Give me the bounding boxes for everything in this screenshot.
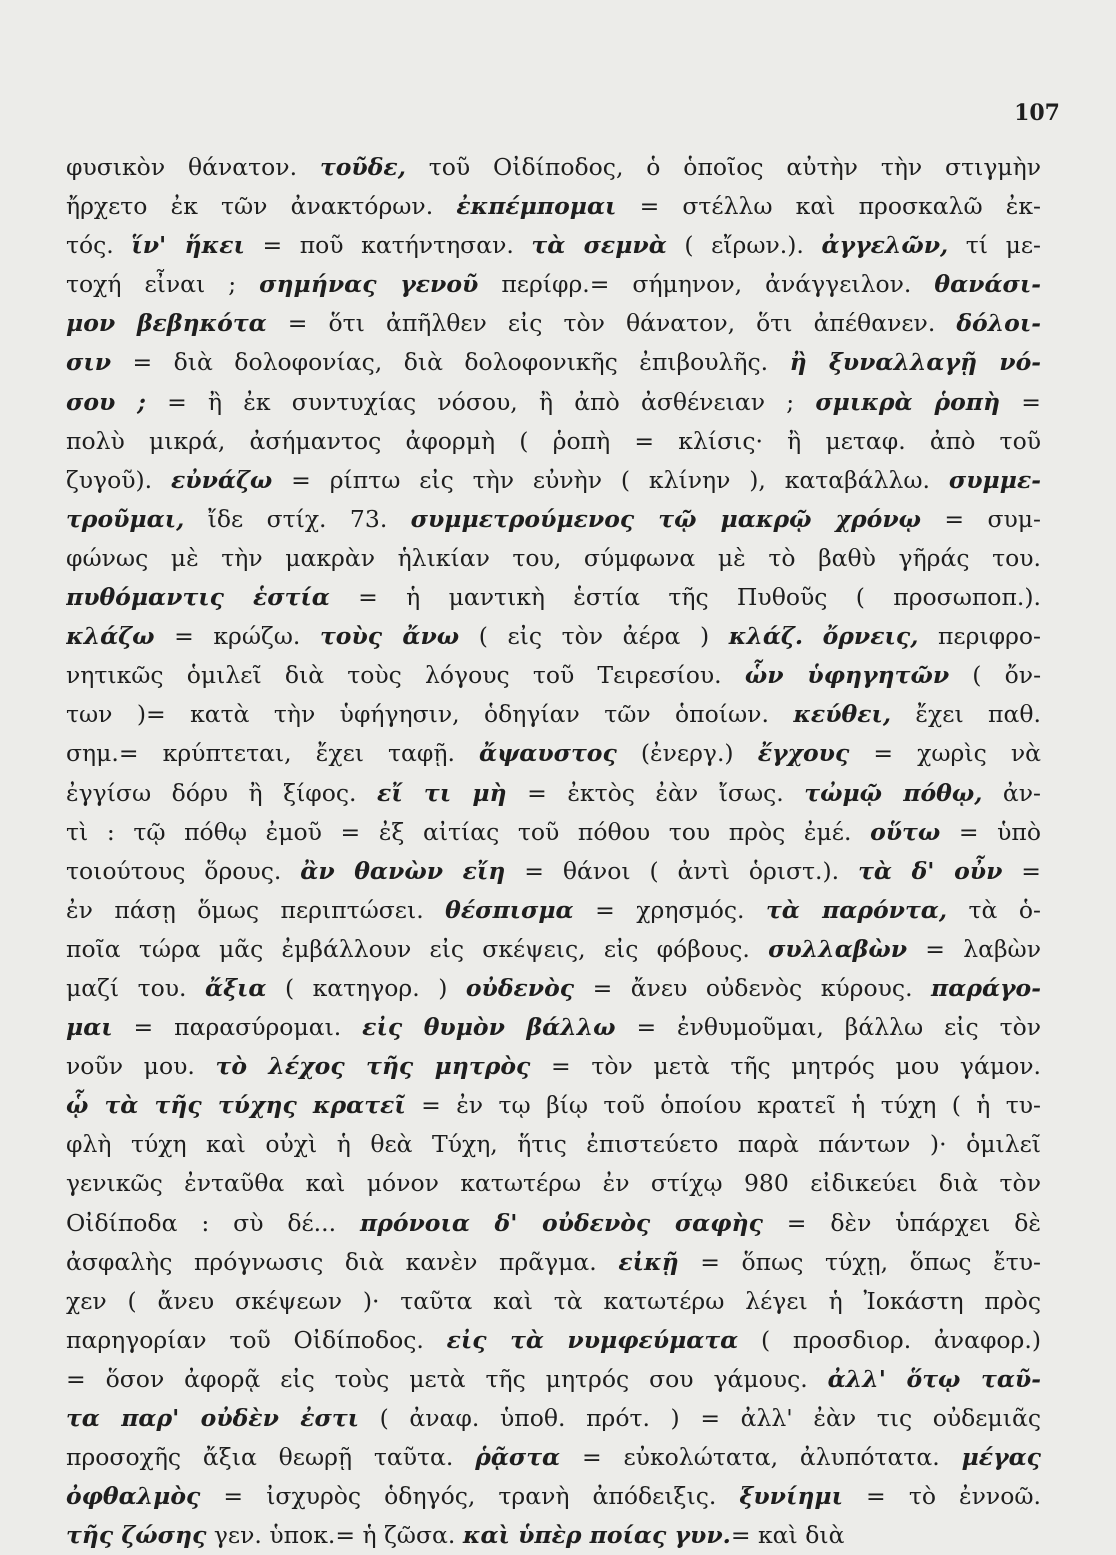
lemma-term: συλλαβὼν [768,934,908,963]
text-line [66,578,1041,617]
gloss-text: = ἐκτὸς ἐὰν ἴσως. [506,778,805,807]
text-line [66,656,1041,695]
text-line [66,1204,1041,1243]
gloss-text: προσοχῆς ἄξια θεωρῇ ταῦτα. [66,1443,476,1472]
gloss-text: = ποῦ κατήντησαν. [244,231,532,260]
text-line [66,148,1041,187]
lemma-term: τροῦμαι, [66,504,185,533]
gloss-text: = δὲν ὑπάρχει δὲ [762,1208,1041,1237]
lemma-term: συμμε- [948,465,1041,494]
text-line [66,813,1041,852]
gloss-text: ( κατηγορ. ) [266,973,466,1002]
gloss-text: γενικῶς ἐνταῦθα καὶ μόνον κατωτέρω ἐν στίχῳ 980 εἰδικεύει διὰ τὸν [66,1169,1041,1198]
lemma-term: ἀγγελῶν, [821,231,949,260]
lemma-term: πρόνοια δ' οὐδενὸς σαφὴς [360,1208,763,1237]
gloss-text: φλὴ τύχη καὶ οὐχὶ ἡ θεὰ Τύχη, ἥτις ἐπιστεύετο παρὰ πάντων )· ὁμιλεῖ [66,1130,1041,1159]
gloss-text: = εὐκολώτατα, ἀλυπότατα. [560,1443,962,1472]
gloss-text: τὶ : τῷ πόθῳ ἐμοῦ = ἐξ αἰτίας τοῦ πόθου του πρὸς ἐμέ. [66,817,871,846]
lemma-term: μαι [66,1013,113,1042]
lemma-term: τὠμῷ πόθῳ, [804,778,983,807]
lemma-term: ἔγχους [757,739,850,768]
lemma-term: ὀφθαλμὸς [66,1482,201,1511]
gloss-text: τοιούτους ὅρους. [66,856,301,885]
gloss-text: = ἄνευ οὐδενὸς κύρους. [574,973,932,1002]
lemma-term: σιν [66,348,112,377]
text-line [66,969,1041,1008]
commentary-text-block [66,148,1041,1555]
gloss-text: = ρίπτω εἰς τὴν εὐνὴν ( κλίνην ), καταβάλλω. [272,465,949,494]
lemma-term: τὸ λέχος τῆς μητρὸς [215,1052,531,1081]
text-line [66,617,1041,656]
lemma-term: ὄρνεις, [822,622,919,651]
lemma-term: θέσπισμα [445,895,574,924]
gloss-text: = κρώζω. [154,622,320,651]
gloss-text: φώνως μὲ τὴν μακρὰν ἡλικίαν του, σύμφωνα μὲ τὸ βαθὺ γῆράς του. [66,543,1041,572]
gloss-text: πολὺ μικρά, ἀσήμαντος ἀφορμὴ ( ῥοπὴ = κλίσις· ἢ μεταφ. ἀπὸ τοῦ [66,426,1041,455]
lemma-term: τὰ δ' οὖν [858,856,1003,885]
lemma-term: εὐνάζω [171,465,273,494]
gloss-text: = ὅπως τύχῃ, ὅπως ἔτυ- [678,1247,1041,1276]
text-line [66,500,1041,539]
gloss-text: ποῖα τώρα μᾶς ἐμβάλλουν εἰς σκέψεις, εἰς φόβους. [66,934,769,963]
lemma-term: ἄψαυστος [479,739,617,768]
gloss-text: φυσικὸν θάνατον. [66,153,320,181]
text-line [66,1399,1041,1438]
text-line [66,383,1041,422]
text-line [66,1282,1041,1321]
lemma-term: κλάζ. [728,622,804,651]
gloss-text: = ὅσον ἀφορᾷ εἰς τοὺς μετὰ τῆς μητρός σου γάμους. [66,1364,828,1393]
page-number: 107 [1014,100,1060,126]
lemma-term: εἰς θυμὸν βάλλω [362,1013,616,1042]
gloss-text: ἤρχετο ἐκ τῶν ἀνακτόρων. [66,192,457,221]
gloss-text: μαζί του. [66,973,205,1002]
lemma-term: πυθόμαντις ἑστία [66,583,330,612]
gloss-text: ( ἀναφ. ὑποθ. πρότ. ) = ἀλλ' ἐὰν τις οὐδεμιᾶς [359,1404,1041,1432]
lemma-term: ἀλλ' ὅτῳ ταῦ- [827,1364,1041,1393]
text-line [66,265,1041,304]
gloss-text: = διὰ δολοφονίας, διὰ δολοφονικῆς ἐπιβουλῆς. [111,348,790,377]
lemma-term: ῥᾷστα [475,1443,561,1472]
lemma-term: ἐκπέμπομαι [456,192,617,221]
lemma-term: σημήνας γενοῦ [259,270,479,299]
lemma-term: ἵν' ἥκει [131,231,245,260]
text-line [66,461,1041,500]
gloss-text: ( προσδιορ. ἀναφορ.) [738,1325,1041,1354]
lemma-term: εἰκῇ [618,1247,679,1276]
lemma-term: ξυνίημι [739,1482,843,1511]
gloss-text: τοῦ Οἰδίποδος, ὁ ὁποῖος αὐτὴν τὴν στιγμὴν [405,153,1041,181]
text-line [66,304,1041,343]
lemma-term: ἄξια [204,973,267,1002]
gloss-text: ( ὄν- [949,661,1041,690]
lemma-term: οὕτω [870,817,941,846]
lemma-term: μέγας [961,1443,1041,1472]
gloss-text: = ἐν τῳ βίῳ τοῦ ὁποίου κρατεῖ ἡ τύχη ( ἡ τυ- [405,1091,1041,1120]
lemma-term: καὶ ὑπὲρ ποίας γυν. [462,1521,731,1550]
gloss-text: = ἰσχυρὸς ὁδηγός, τρανὴ ἀπόδειξις. [200,1482,740,1511]
text-line [66,1516,1041,1555]
gloss-text: = ὑπὸ [940,817,1041,846]
gloss-text: = καὶ διὰ [730,1521,845,1550]
lemma-term: παράγο- [931,973,1041,1002]
gloss-text: = στέλλω καὶ προσκαλῶ ἐκ- [616,192,1041,221]
gloss-text: ζυγοῦ). [66,465,172,494]
lemma-term: συμμετρούμενος τῷ μακρῷ χρόνῳ [410,504,921,533]
lemma-term: ᾧ τὰ τῆς τύχης κρατεῖ [66,1091,406,1120]
text-line [66,343,1041,382]
text-line [66,891,1041,930]
gloss-text: = χωρὶς νὰ [849,739,1041,768]
lemma-term: ἢ ξυναλλαγῇ νό- [789,348,1041,377]
text-line [66,1477,1041,1516]
lemma-term: εἰς τὰ νυμφεύματα [446,1325,739,1354]
gloss-text: ( εἰς τὸν ἀέρα ) [459,622,729,651]
gloss-text: ἐγγίσω δόρυ ἢ ξίφος. [66,778,378,807]
gloss-text: ἀσφαλὴς πρόγνωσις διὰ κανὲν πρᾶγμα. [66,1247,619,1276]
gloss-text: = χρησμός. [573,895,766,924]
text-line [66,1047,1041,1086]
gloss-text: παρηγορίαν τοῦ Οἰδίποδος. [66,1325,447,1354]
text-line [66,187,1041,226]
lemma-term: εἴ τι μὴ [377,778,507,807]
text-line [66,695,1041,734]
gloss-text: τὰ ὁ- [947,895,1041,924]
text-line [66,1321,1041,1360]
gloss-text: νητικῶς ὁμιλεῖ διὰ τοὺς λόγους τοῦ Τειρεσίου. [66,661,745,690]
lemma-term: σμικρὰ ῥοπὴ [815,387,1001,416]
gloss-text: περιφρο- [918,622,1041,651]
lemma-term: σου ; [66,387,146,416]
text-line [66,226,1041,265]
gloss-text: σημ.= κρύπτεται, ἔχει ταφῇ. [66,739,480,768]
gloss-text: γεν. ὑποκ.= ἡ ζῶσα. [206,1521,463,1550]
text-line [66,1125,1041,1164]
lemma-term: κλάζω [66,622,155,651]
gloss-text: νοῦν μου. [66,1052,216,1081]
gloss-text: = [1002,856,1041,885]
gloss-text: ἐν πάσῃ ὅμως περιπτώσει. [66,895,446,924]
text-line [66,539,1041,578]
text-line [66,774,1041,813]
text-line [66,734,1041,773]
text-line [66,1360,1041,1399]
lemma-term: ὧν ὑφηγητῶν [744,661,950,690]
gloss-text: (ἐνεργ.) [616,739,758,768]
lemma-term: ἂν θανὼν εἴη [300,856,506,885]
lemma-term: τοὺς ἄνω [319,622,460,651]
text-line [66,1086,1041,1125]
gloss-text: = ἐνθυμοῦμαι, βάλλω εἰς τὸν [615,1013,1041,1042]
text-line [66,852,1041,891]
lemma-term: μον βεβηκότα [66,309,267,338]
gloss-text: = θάνοι ( ἀντὶ ὁριστ.). [505,856,859,885]
text-line [66,1008,1041,1047]
gloss-text: = ὅτι ἀπῆλθεν εἰς τὸν θάνατον, ὅτι ἀπέθανεν. [266,309,957,338]
gloss-text: ἔχει παθ. [891,700,1041,729]
gloss-text [803,622,823,650]
gloss-text: = τὸν μετὰ τῆς μητρός μου γάμον. [530,1052,1041,1081]
gloss-text: = [1000,387,1041,416]
lemma-term: τῆς ζώσης [66,1521,207,1550]
text-line [66,1243,1041,1282]
lemma-term: θανάσι- [934,270,1041,299]
lemma-term: οὐδενὸς [465,973,575,1002]
gloss-text: των )= κατὰ τὴν ὑφήγησιν, ὁδηγίαν τῶν ὁποίων. [66,700,794,729]
lemma-term: κεύθει, [793,700,892,729]
gloss-text: χεν ( ἄνευ σκέψεων )· ταῦτα καὶ τὰ κατωτέρω λέγει ἡ Ἰοκάστη πρὸς [66,1286,1041,1315]
gloss-text: Οἰδίποδα : σὺ δέ... [66,1208,360,1237]
gloss-text: περίφρ.= σήμηνον, ἀνάγγειλον. [478,270,935,299]
gloss-text: = παρασύρομαι. [112,1013,363,1042]
lemma-term: τα παρ' οὐδὲν ἐστι [66,1404,360,1432]
gloss-text: = λαβὼν [907,934,1041,963]
text-line [66,930,1041,969]
gloss-text: τί με- [948,231,1041,260]
lemma-term: τὰ παρόντα, [766,895,948,924]
gloss-text: τοχή εἶναι ; [66,270,260,299]
gloss-text: = ἢ ἐκ συντυχίας νόσου, ἢ ἀπὸ ἀσθένειαν ; [145,387,816,416]
gloss-text: = ἡ μαντικὴ ἑστία τῆς Πυθοῦς ( προσωποπ.). [329,583,1041,612]
lemma-term: τοῦδε, [319,153,406,181]
gloss-text: ( εἴρων.). [666,231,822,260]
gloss-text: = συμ- [921,504,1041,533]
gloss-text: = τὸ ἐννοῶ. [842,1482,1041,1511]
lemma-term: δόλοι- [956,309,1041,338]
text-line [66,1438,1041,1477]
lemma-term: τὰ σεμνὰ [531,231,667,260]
text-line [66,422,1041,461]
gloss-text: τός. [66,231,132,260]
gloss-text: ἀν- [982,778,1041,807]
text-line [66,1164,1041,1203]
gloss-text: ἴδε στίχ. 73. [184,504,411,533]
